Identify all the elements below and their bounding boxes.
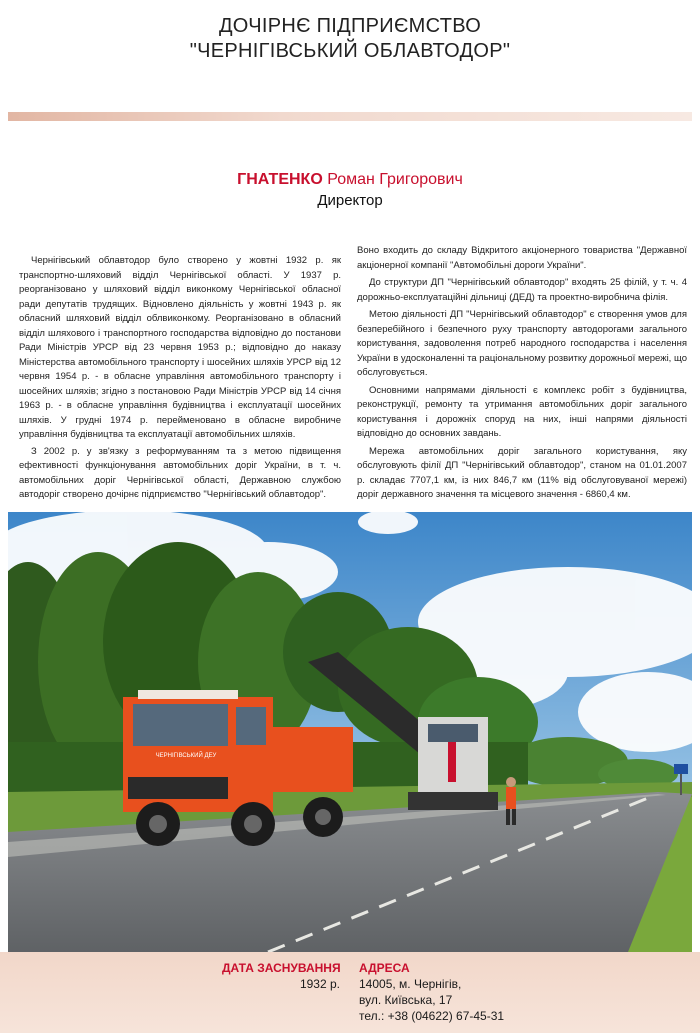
right-text-column bbox=[357, 244, 687, 503]
director-block bbox=[0, 170, 700, 211]
founded-value: 1932 р. bbox=[299, 977, 340, 991]
info-footer bbox=[0, 952, 700, 1033]
photo-illustration bbox=[8, 512, 692, 952]
founded-label: ДАТА ЗАСНУВАННЯ bbox=[222, 961, 341, 975]
director-given-name: Роман Григорович bbox=[327, 171, 463, 188]
company-title-line1: ДОЧІРНЄ ПІДПРИЄМСТВО bbox=[218, 15, 482, 37]
director-name bbox=[0, 170, 700, 190]
paragraph: З 2002 р. у зв'язку з реформуванням та з метою підвищення ефективності функціонування автомобільних доріг України, в т. ч. автомобільних доріг Чернігівської області, Державною службою автодоріг створено дочірнє підприємство "Чернігівський облавтодор". bbox=[19, 445, 341, 500]
address-line2: вул. Київська, 17 bbox=[359, 993, 453, 1007]
paragraph: Чернігівський облавтодор було створено у жовтні 1932 р. як транспортно-шляховий відділ Чернігівської області. У 1937 р. реорганізовано у шляховий відділ виконкому Чернігівської обласної ради депутатів трудящих. Відновлено діяльність у жовтні 1943 р. як обласний шляховий відділ облвиконкому. Реорганізовано в обласний відділ шляхового і транспортного господарства відповідно до постанови Ради Міністрів УРСР від 23 червня 1953 р.; відповідно до наказу Міністерства автомобільного транспорту і шосейних шляхів УРСР від 12 червня 1954 р. - в обласне управління автомобільного транспорту і шосейних шляхів; згідно з постановою Ради Міністрів УРСР від 14 січня 1963 р. - в обласне управління будівництва і експлуатації шосейних шляхів. У грудні 1974 р. перейменовано в обласне виробниче управління будівництва та експлуатації автомобільних шляхів. bbox=[19, 255, 341, 440]
address-label: АДРЕСА bbox=[359, 961, 410, 975]
director-title: Директор bbox=[317, 192, 383, 209]
address-line1: 14005, м. Чернігів, bbox=[359, 977, 462, 991]
road-works-photo bbox=[8, 512, 692, 952]
phone: тел.: +38 (04622) 67-45-31 bbox=[359, 1009, 505, 1023]
company-title bbox=[0, 14, 700, 64]
company-title-line2: "ЧЕРНІГІВСЬКИЙ ОБЛАВТОДОР" bbox=[189, 40, 511, 62]
paragraph: Метою діяльності ДП "Чернігівський облавтодор" є створення умов для безперебійного і безпечного руху транспорту автодорогами загального користування, задоволення потреб народного господарства і населення України в удосконаленні та раціональному розвитку дорожньої мережі, що обслуговується. bbox=[357, 309, 687, 378]
truck-door-label: ЧЕРНІГІВСЬКИЙ ДЕУ bbox=[155, 753, 217, 759]
left-text-column bbox=[19, 254, 341, 503]
header-divider bbox=[8, 112, 692, 121]
paragraph: Воно входить до складу Відкритого акціонерного товариства "Державної акціонерної компанії "Автомобільні дороги України". bbox=[357, 245, 687, 271]
paragraph: Основними напрямами діяльності є комплекс робіт з будівництва, реконструкції, ремонту та утримання автомобільних доріг загального користування і дорожніх споруд на них, інші напрями діяльності відповідно до основних завдань. bbox=[357, 384, 687, 439]
director-surname: ГНАТЕНКО bbox=[237, 171, 323, 188]
paragraph: Мережа автомобільних доріг загального користування, яку обслуговують філії ДП "Чернігівський облавтодор", станом на 01.01.2007 р. складає 7707,1 км, із них 846,7 км (11% від обслуговуваної мережі) доріг державного значення та місцевого значення - 6860,4 км. bbox=[357, 445, 687, 500]
paragraph: До структури ДП "Чернігівський облавтодор" входять 25 філій, у т. ч. 4 дорожньо-експлуатаційні дільниці (ДЕД) та проектно-виробнича філія. bbox=[357, 277, 687, 303]
